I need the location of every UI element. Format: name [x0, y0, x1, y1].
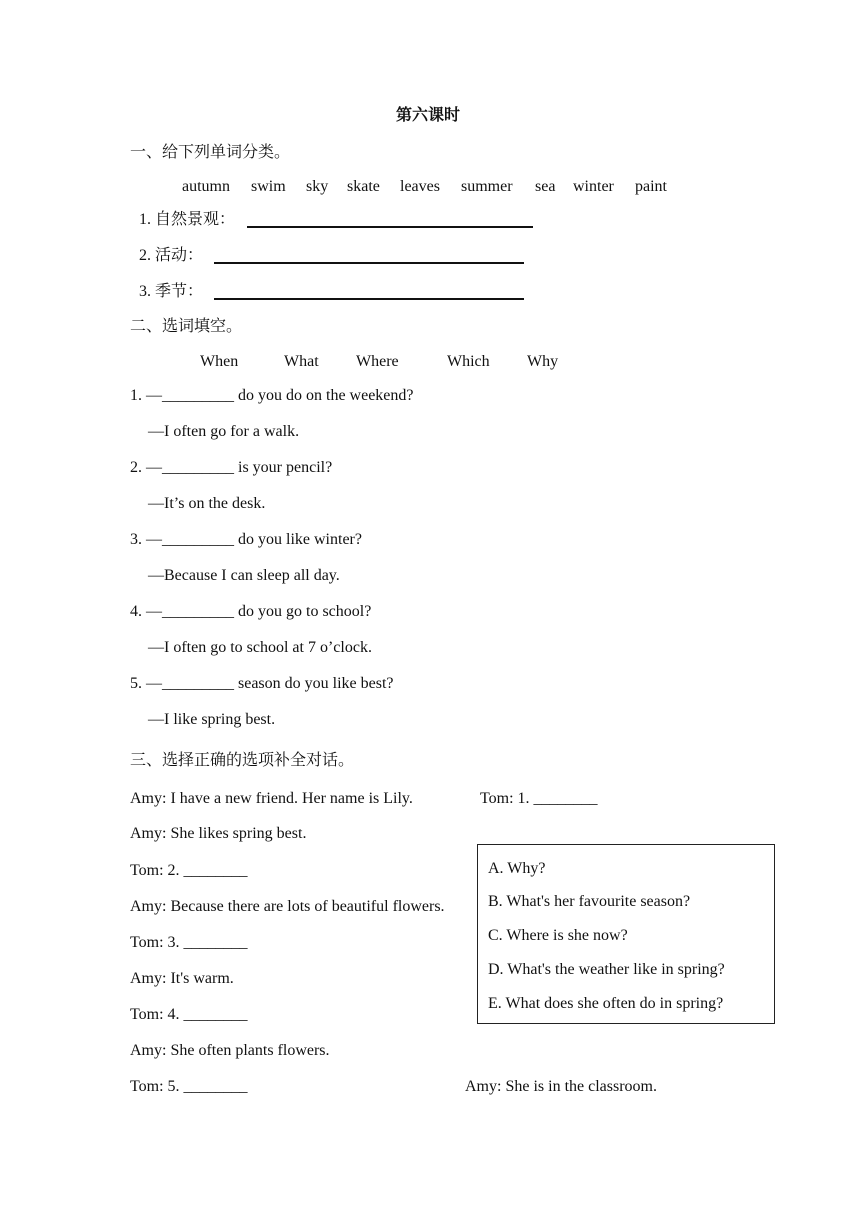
word-bank-item: sky — [306, 178, 329, 195]
answer-line-text: —I like spring best. — [148, 711, 276, 728]
question-line: 4. —_________ do you go to school? — [130, 603, 372, 620]
classify-item-label: 1. 自然景观： — [139, 211, 236, 228]
answer-line-text: —I often go to school at 7 o’clock. — [148, 639, 372, 656]
answer-line-text: —Because I can sleep all day. — [148, 567, 340, 584]
word-bank-item: skate — [347, 178, 380, 195]
question-line: 3. —_________ do you like winter? — [130, 531, 362, 548]
dialogue-line: Amy: She likes spring best. — [130, 825, 307, 842]
classify-item-label: 2. 活动： — [139, 247, 204, 264]
answer-line-text: —I often go for a walk. — [148, 423, 300, 440]
word-bank-item: summer — [461, 178, 513, 195]
answer-line[interactable] — [214, 298, 524, 300]
dialogue-line: Tom: 1. ________ — [480, 790, 598, 807]
word-bank-item: winter — [573, 178, 614, 195]
dialogue-line: Amy: She is in the classroom. — [465, 1078, 657, 1095]
dialogue-line: Tom: 4. ________ — [130, 1006, 248, 1023]
question-line: 2. —_________ is your pencil? — [130, 459, 333, 476]
dialogue-line: Amy: Because there are lots of beautiful flowers. — [130, 898, 445, 915]
answer-line[interactable] — [214, 262, 524, 264]
word-bank-item: When — [200, 353, 239, 370]
question-line: 1. —_________ do you do on the weekend? — [130, 387, 414, 404]
option-item: E. What does she often do in spring? — [488, 995, 724, 1012]
dialogue-line: Tom: 3. ________ — [130, 934, 248, 951]
option-item: A. Why? — [488, 860, 546, 877]
word-bank-item: Why — [527, 353, 559, 370]
word-bank-item: autumn — [182, 178, 230, 195]
question-line: 5. —_________ season do you like best? — [130, 675, 394, 692]
word-bank-item: swim — [251, 178, 286, 195]
classify-item-label: 3. 季节： — [139, 283, 204, 300]
word-bank-item: leaves — [400, 178, 440, 195]
option-item: C. Where is she now? — [488, 927, 628, 944]
option-item: B. What's her favourite season? — [488, 893, 691, 910]
word-bank-item: sea — [535, 178, 556, 195]
page-title: 第六课时 — [396, 107, 461, 124]
dialogue-line: Amy: It's warm. — [130, 970, 234, 987]
answer-line[interactable] — [247, 226, 533, 228]
section3-heading: 三、选择正确的选项补全对话。 — [130, 752, 355, 769]
word-bank-item: Where — [356, 353, 399, 370]
dialogue-line: Amy: I have a new friend. Her name is Lily. — [130, 790, 413, 807]
options-box — [477, 844, 775, 1024]
answer-line-text: —It’s on the desk. — [148, 495, 266, 512]
dialogue-line: Tom: 5. ________ — [130, 1078, 248, 1095]
section1-heading: 一、给下列单词分类。 — [130, 144, 291, 161]
word-bank-item: Which — [447, 353, 490, 370]
section2-heading: 二、选词填空。 — [130, 318, 243, 335]
word-bank-item: What — [284, 353, 319, 370]
word-bank-item: paint — [635, 178, 667, 195]
option-item: D. What's the weather like in spring? — [488, 961, 725, 978]
dialogue-line: Tom: 2. ________ — [130, 862, 248, 879]
dialogue-line: Amy: She often plants flowers. — [130, 1042, 330, 1059]
